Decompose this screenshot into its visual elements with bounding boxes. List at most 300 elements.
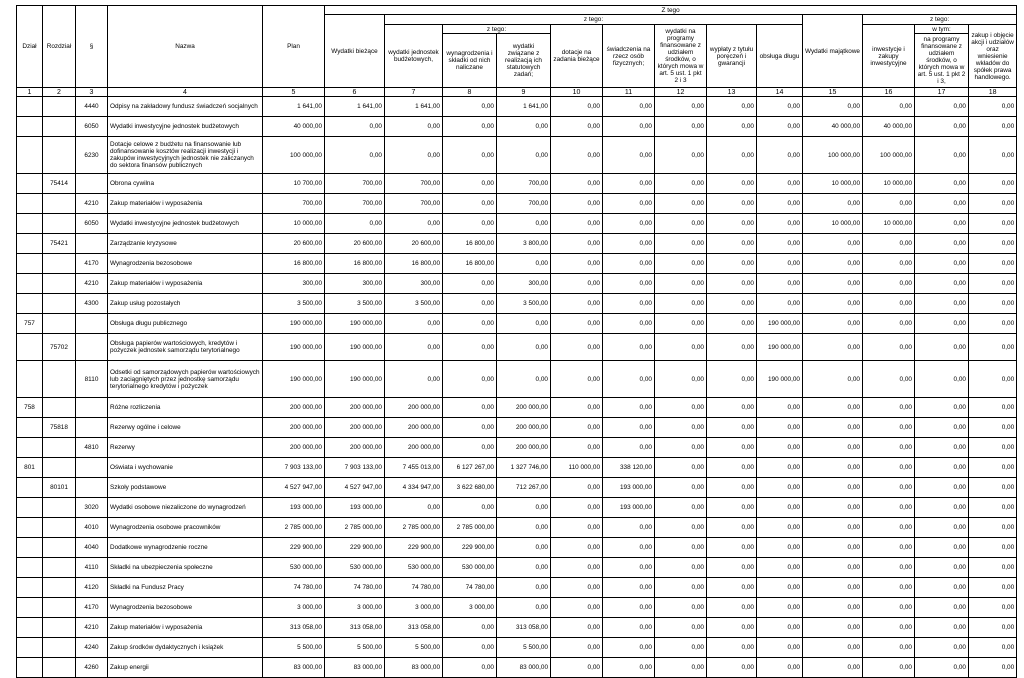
- cell-value: 0,00: [707, 618, 757, 638]
- cell-value: 0,00: [803, 334, 863, 361]
- cell-value: 190 000,00: [263, 334, 325, 361]
- cell-value: 0,00: [803, 498, 863, 518]
- cell-value: 0,00: [803, 274, 863, 294]
- cell-paragraf: [76, 334, 108, 361]
- cell-value: 0,00: [551, 638, 603, 658]
- cell-value: 700,00: [263, 194, 325, 214]
- cell-value: 0,00: [915, 458, 969, 478]
- cell-value: 0,00: [915, 294, 969, 314]
- cell-nazwa: Składki na Fundusz Pracy: [108, 578, 263, 598]
- table-row: [17, 658, 1017, 678]
- cell-dzial: [17, 274, 43, 294]
- cell-value: 0,00: [915, 398, 969, 418]
- cell-value: 0,00: [863, 538, 915, 558]
- cell-value: 190 000,00: [757, 361, 803, 398]
- cell-dzial: [17, 438, 43, 458]
- cell-value: 74 780,00: [443, 578, 497, 598]
- cell-value: 0,00: [497, 137, 551, 174]
- cell-value: 0,00: [707, 538, 757, 558]
- cell-value: 0,00: [655, 638, 707, 658]
- table-row: [17, 578, 1017, 598]
- cell-value: 0,00: [385, 137, 443, 174]
- cell-value: 0,00: [969, 518, 1017, 538]
- cell-dzial: [17, 478, 43, 498]
- cell-value: 0,00: [497, 498, 551, 518]
- header-z-tego-majatkowe: z tego:: [863, 15, 1017, 25]
- cell-value: 0,00: [969, 97, 1017, 117]
- cell-rozdzial: 80101: [43, 478, 76, 498]
- cell-value: 0,00: [757, 578, 803, 598]
- cell-value: 0,00: [969, 618, 1017, 638]
- cell-value: 74 780,00: [325, 578, 385, 598]
- header-wydatki-jednostek: wydatki jednostek budżetowych,: [385, 25, 443, 88]
- cell-value: 0,00: [603, 578, 655, 598]
- cell-value: 338 120,00: [603, 458, 655, 478]
- cell-value: 0,00: [969, 538, 1017, 558]
- cell-value: 0,00: [551, 274, 603, 294]
- cell-value: 0,00: [551, 294, 603, 314]
- cell-value: 0,00: [803, 578, 863, 598]
- cell-rozdzial: [43, 137, 76, 174]
- cell-rozdzial: [43, 578, 76, 598]
- cell-value: 0,00: [915, 334, 969, 361]
- cell-value: 10 000,00: [863, 174, 915, 194]
- cell-value: 0,00: [863, 558, 915, 578]
- table-row: [17, 538, 1017, 558]
- cell-value: 0,00: [803, 438, 863, 458]
- cell-rozdzial: [43, 314, 76, 334]
- cell-value: 200 000,00: [385, 398, 443, 418]
- cell-value: 0,00: [803, 398, 863, 418]
- cell-value: 0,00: [969, 578, 1017, 598]
- cell-dzial: [17, 538, 43, 558]
- table-body: [17, 97, 1017, 678]
- cell-value: 190 000,00: [757, 314, 803, 334]
- cell-value: 10 000,00: [263, 214, 325, 234]
- cell-value: 0,00: [707, 294, 757, 314]
- cell-value: 0,00: [655, 458, 707, 478]
- column-number: 3: [76, 88, 108, 97]
- cell-nazwa: Wydatki inwestycyjne jednostek budżetowych: [108, 117, 263, 137]
- cell-dzial: [17, 97, 43, 117]
- cell-value: 0,00: [863, 274, 915, 294]
- cell-value: 0,00: [863, 578, 915, 598]
- cell-dzial: [17, 174, 43, 194]
- table-row: [17, 97, 1017, 117]
- cell-paragraf: [76, 418, 108, 438]
- cell-value: 0,00: [915, 438, 969, 458]
- cell-value: 0,00: [757, 558, 803, 578]
- cell-value: 0,00: [969, 638, 1017, 658]
- cell-value: 4 527 947,00: [325, 478, 385, 498]
- cell-value: 0,00: [497, 314, 551, 334]
- cell-value: 100 000,00: [803, 137, 863, 174]
- cell-value: 0,00: [863, 254, 915, 274]
- cell-value: 530 000,00: [385, 558, 443, 578]
- cell-value: 0,00: [863, 518, 915, 538]
- cell-dzial: [17, 254, 43, 274]
- cell-value: 0,00: [863, 334, 915, 361]
- table-row: [17, 478, 1017, 498]
- cell-value: 100 000,00: [263, 137, 325, 174]
- cell-rozdzial: [43, 498, 76, 518]
- cell-value: 0,00: [915, 418, 969, 438]
- cell-value: 0,00: [757, 458, 803, 478]
- cell-value: 7 903 133,00: [325, 458, 385, 478]
- cell-value: 0,00: [497, 598, 551, 618]
- cell-value: 200 000,00: [263, 418, 325, 438]
- header-z-tego-jednostek: z tego:: [443, 25, 551, 34]
- cell-value: 0,00: [551, 478, 603, 498]
- table-row: [17, 498, 1017, 518]
- header-dotacje: dotacje na zadania bieżące: [551, 25, 603, 88]
- cell-value: 0,00: [803, 314, 863, 334]
- cell-rozdzial: [43, 214, 76, 234]
- cell-value: 0,00: [969, 458, 1017, 478]
- cell-value: 300,00: [263, 274, 325, 294]
- header-wydatki-statutowe: wydatki związane z realizacją ich statutowych zadań;: [497, 34, 551, 88]
- header-dzial: Dział: [17, 6, 43, 88]
- column-number: 16: [863, 88, 915, 97]
- cell-value: 16 800,00: [263, 254, 325, 274]
- header-w-tym: w tym:: [915, 25, 969, 34]
- cell-value: 0,00: [757, 194, 803, 214]
- cell-value: 0,00: [655, 498, 707, 518]
- cell-value: 3 500,00: [385, 294, 443, 314]
- cell-value: 83 000,00: [497, 658, 551, 678]
- cell-value: 190 000,00: [263, 314, 325, 334]
- cell-value: 0,00: [551, 398, 603, 418]
- cell-value: 0,00: [707, 334, 757, 361]
- column-number-row: [17, 88, 1017, 97]
- table-row: [17, 234, 1017, 254]
- cell-value: 0,00: [915, 498, 969, 518]
- cell-value: 300,00: [385, 274, 443, 294]
- cell-value: 700,00: [385, 174, 443, 194]
- table-row: [17, 334, 1017, 361]
- cell-value: 700,00: [325, 194, 385, 214]
- cell-value: 0,00: [603, 598, 655, 618]
- cell-value: 83 000,00: [325, 658, 385, 678]
- cell-value: 0,00: [603, 518, 655, 538]
- cell-value: 0,00: [915, 234, 969, 254]
- cell-value: 0,00: [707, 458, 757, 478]
- cell-value: 0,00: [757, 137, 803, 174]
- cell-value: 20 600,00: [263, 234, 325, 254]
- cell-value: 0,00: [551, 174, 603, 194]
- cell-value: 0,00: [325, 214, 385, 234]
- header-akcje: zakup i objęcie akcji i udziałów oraz wniesienie wkładów do spółek prawa handlowego.: [969, 25, 1017, 88]
- cell-rozdzial: [43, 117, 76, 137]
- cell-value: 0,00: [655, 598, 707, 618]
- cell-value: 0,00: [551, 314, 603, 334]
- cell-value: 0,00: [603, 214, 655, 234]
- cell-value: 0,00: [443, 498, 497, 518]
- cell-value: 6 127 267,00: [443, 458, 497, 478]
- cell-value: 0,00: [707, 254, 757, 274]
- cell-value: 0,00: [551, 194, 603, 214]
- cell-value: 200 000,00: [497, 438, 551, 458]
- cell-value: 0,00: [443, 314, 497, 334]
- table-row: [17, 618, 1017, 638]
- cell-dzial: 801: [17, 458, 43, 478]
- cell-value: 1 641,00: [497, 97, 551, 117]
- cell-value: 0,00: [603, 334, 655, 361]
- cell-value: 0,00: [969, 498, 1017, 518]
- cell-paragraf: 4300: [76, 294, 108, 314]
- cell-value: 229 900,00: [443, 538, 497, 558]
- cell-nazwa: Zakup materiałów i wyposażenia: [108, 618, 263, 638]
- header-z-tego: Z tego: [325, 6, 1017, 15]
- cell-value: 0,00: [443, 137, 497, 174]
- cell-value: 530 000,00: [443, 558, 497, 578]
- cell-value: 3 622 680,00: [443, 478, 497, 498]
- cell-dzial: 757: [17, 314, 43, 334]
- cell-value: 0,00: [551, 558, 603, 578]
- cell-value: 193 000,00: [603, 498, 655, 518]
- cell-value: 700,00: [497, 194, 551, 214]
- cell-value: 0,00: [915, 174, 969, 194]
- cell-value: 5 500,00: [263, 638, 325, 658]
- cell-value: 3 500,00: [325, 294, 385, 314]
- header-plan: Plan: [263, 6, 325, 88]
- cell-value: 0,00: [863, 398, 915, 418]
- cell-value: 0,00: [497, 518, 551, 538]
- cell-value: 1 641,00: [385, 97, 443, 117]
- cell-value: 300,00: [497, 274, 551, 294]
- cell-value: 3 500,00: [497, 294, 551, 314]
- cell-value: 0,00: [497, 117, 551, 137]
- table-row: [17, 117, 1017, 137]
- cell-dzial: [17, 294, 43, 314]
- cell-value: 0,00: [707, 314, 757, 334]
- cell-value: 0,00: [915, 538, 969, 558]
- cell-value: 0,00: [551, 254, 603, 274]
- cell-nazwa: Wydatki osobowe niezaliczone do wynagrodzeń: [108, 498, 263, 518]
- table-row: [17, 254, 1017, 274]
- cell-value: 0,00: [757, 254, 803, 274]
- cell-value: 0,00: [443, 174, 497, 194]
- cell-value: 700,00: [325, 174, 385, 194]
- cell-nazwa: Obsługa długu publicznego: [108, 314, 263, 334]
- table-row: [17, 314, 1017, 334]
- cell-paragraf: 4440: [76, 97, 108, 117]
- cell-value: 74 780,00: [263, 578, 325, 598]
- cell-paragraf: 4810: [76, 438, 108, 458]
- table-row: [17, 174, 1017, 194]
- cell-value: 0,00: [385, 498, 443, 518]
- cell-value: 0,00: [603, 558, 655, 578]
- cell-value: 0,00: [655, 538, 707, 558]
- cell-value: 5 500,00: [385, 638, 443, 658]
- cell-value: 0,00: [915, 274, 969, 294]
- header-poreczenia: wypłaty z tytułu poręczeń i gwarancji: [707, 25, 757, 88]
- cell-value: 0,00: [603, 194, 655, 214]
- cell-paragraf: 4010: [76, 518, 108, 538]
- cell-value: 0,00: [915, 478, 969, 498]
- cell-value: 40 000,00: [803, 117, 863, 137]
- header-paragraf: §: [76, 6, 108, 88]
- cell-value: 0,00: [707, 361, 757, 398]
- column-number: 14: [757, 88, 803, 97]
- cell-dzial: [17, 418, 43, 438]
- cell-value: 2 785 000,00: [443, 518, 497, 538]
- table-row: [17, 194, 1017, 214]
- cell-nazwa: Różne rozliczenia: [108, 398, 263, 418]
- cell-value: 0,00: [707, 478, 757, 498]
- cell-value: 0,00: [757, 174, 803, 194]
- cell-value: 5 500,00: [497, 638, 551, 658]
- cell-value: 0,00: [497, 334, 551, 361]
- cell-value: 0,00: [707, 658, 757, 678]
- cell-value: 0,00: [969, 418, 1017, 438]
- cell-value: 0,00: [443, 97, 497, 117]
- header-nazwa: Nazwa: [108, 6, 263, 88]
- cell-rozdzial: [43, 97, 76, 117]
- cell-nazwa: Zakup środków dydaktycznych i książek: [108, 638, 263, 658]
- column-number: 2: [43, 88, 76, 97]
- cell-rozdzial: [43, 658, 76, 678]
- column-number: 12: [655, 88, 707, 97]
- cell-value: 0,00: [757, 398, 803, 418]
- cell-value: 0,00: [551, 234, 603, 254]
- column-number: 10: [551, 88, 603, 97]
- cell-value: 0,00: [915, 314, 969, 334]
- cell-value: 0,00: [603, 314, 655, 334]
- cell-value: 0,00: [603, 137, 655, 174]
- cell-value: 0,00: [757, 274, 803, 294]
- cell-dzial: 758: [17, 398, 43, 418]
- column-number: 1: [17, 88, 43, 97]
- cell-value: 0,00: [707, 498, 757, 518]
- cell-value: 0,00: [707, 638, 757, 658]
- cell-value: 0,00: [757, 518, 803, 538]
- cell-value: 0,00: [915, 578, 969, 598]
- cell-value: 0,00: [707, 194, 757, 214]
- column-number: 7: [385, 88, 443, 97]
- cell-dzial: [17, 234, 43, 254]
- cell-value: 0,00: [757, 658, 803, 678]
- cell-value: 0,00: [803, 458, 863, 478]
- cell-value: 0,00: [707, 438, 757, 458]
- cell-value: 0,00: [803, 638, 863, 658]
- cell-value: 10 000,00: [803, 174, 863, 194]
- cell-value: 3 000,00: [263, 598, 325, 618]
- cell-value: 190 000,00: [325, 314, 385, 334]
- cell-paragraf: [76, 234, 108, 254]
- cell-value: 0,00: [803, 254, 863, 274]
- cell-value: 74 780,00: [385, 578, 443, 598]
- table-row: [17, 361, 1017, 398]
- cell-value: 0,00: [969, 234, 1017, 254]
- cell-value: 0,00: [655, 174, 707, 194]
- cell-value: 0,00: [655, 558, 707, 578]
- cell-value: 0,00: [803, 97, 863, 117]
- cell-value: 0,00: [655, 361, 707, 398]
- cell-value: 0,00: [969, 334, 1017, 361]
- cell-value: 4 527 947,00: [263, 478, 325, 498]
- cell-value: 0,00: [443, 294, 497, 314]
- cell-value: 0,00: [655, 418, 707, 438]
- cell-value: 0,00: [603, 174, 655, 194]
- cell-value: 0,00: [655, 294, 707, 314]
- cell-value: 2 785 000,00: [385, 518, 443, 538]
- cell-paragraf: [76, 314, 108, 334]
- cell-value: 0,00: [915, 137, 969, 174]
- cell-value: 40 000,00: [863, 117, 915, 137]
- cell-value: 190 000,00: [325, 334, 385, 361]
- cell-value: 3 000,00: [325, 598, 385, 618]
- cell-paragraf: 4120: [76, 578, 108, 598]
- header-z-tego-biezace: z tego:: [385, 15, 803, 25]
- cell-paragraf: 6050: [76, 214, 108, 234]
- cell-value: 0,00: [603, 638, 655, 658]
- cell-value: 712 267,00: [497, 478, 551, 498]
- cell-value: 190 000,00: [263, 361, 325, 398]
- cell-value: 0,00: [757, 478, 803, 498]
- cell-value: 200 000,00: [325, 398, 385, 418]
- cell-value: 0,00: [863, 97, 915, 117]
- cell-value: 0,00: [385, 214, 443, 234]
- cell-rozdzial: 75421: [43, 234, 76, 254]
- cell-value: 0,00: [551, 658, 603, 678]
- cell-value: 0,00: [803, 618, 863, 638]
- cell-value: 0,00: [969, 478, 1017, 498]
- cell-dzial: [17, 334, 43, 361]
- cell-value: 0,00: [603, 254, 655, 274]
- cell-rozdzial: [43, 398, 76, 418]
- cell-value: 0,00: [655, 478, 707, 498]
- cell-paragraf: 4240: [76, 638, 108, 658]
- cell-value: 0,00: [969, 137, 1017, 174]
- cell-value: 0,00: [969, 361, 1017, 398]
- cell-value: 0,00: [603, 97, 655, 117]
- cell-paragraf: 4210: [76, 618, 108, 638]
- cell-nazwa: Zakup usług pozostałych: [108, 294, 263, 314]
- cell-value: 0,00: [707, 97, 757, 117]
- cell-dzial: [17, 137, 43, 174]
- cell-value: 0,00: [551, 418, 603, 438]
- cell-nazwa: Wynagrodzenia bezosobowe: [108, 598, 263, 618]
- cell-nazwa: Zarządzanie kryzysowe: [108, 234, 263, 254]
- cell-value: 0,00: [655, 97, 707, 117]
- cell-value: 16 800,00: [325, 254, 385, 274]
- budget-table: [16, 5, 1017, 678]
- cell-value: 313 058,00: [497, 618, 551, 638]
- cell-value: 229 900,00: [325, 538, 385, 558]
- cell-value: 0,00: [707, 418, 757, 438]
- cell-paragraf: [76, 174, 108, 194]
- cell-value: 0,00: [863, 194, 915, 214]
- cell-value: 0,00: [707, 398, 757, 418]
- cell-value: 3 000,00: [385, 598, 443, 618]
- cell-value: 0,00: [915, 558, 969, 578]
- cell-value: 0,00: [551, 438, 603, 458]
- cell-value: 0,00: [803, 518, 863, 538]
- cell-value: 0,00: [325, 117, 385, 137]
- cell-dzial: [17, 518, 43, 538]
- cell-value: 2 785 000,00: [263, 518, 325, 538]
- cell-value: 4 334 947,00: [385, 478, 443, 498]
- cell-value: 193 000,00: [325, 498, 385, 518]
- cell-value: 83 000,00: [263, 658, 325, 678]
- cell-value: 0,00: [603, 658, 655, 678]
- cell-value: 0,00: [551, 598, 603, 618]
- cell-value: 0,00: [443, 438, 497, 458]
- cell-value: 0,00: [969, 274, 1017, 294]
- cell-value: 0,00: [655, 314, 707, 334]
- cell-value: 0,00: [385, 334, 443, 361]
